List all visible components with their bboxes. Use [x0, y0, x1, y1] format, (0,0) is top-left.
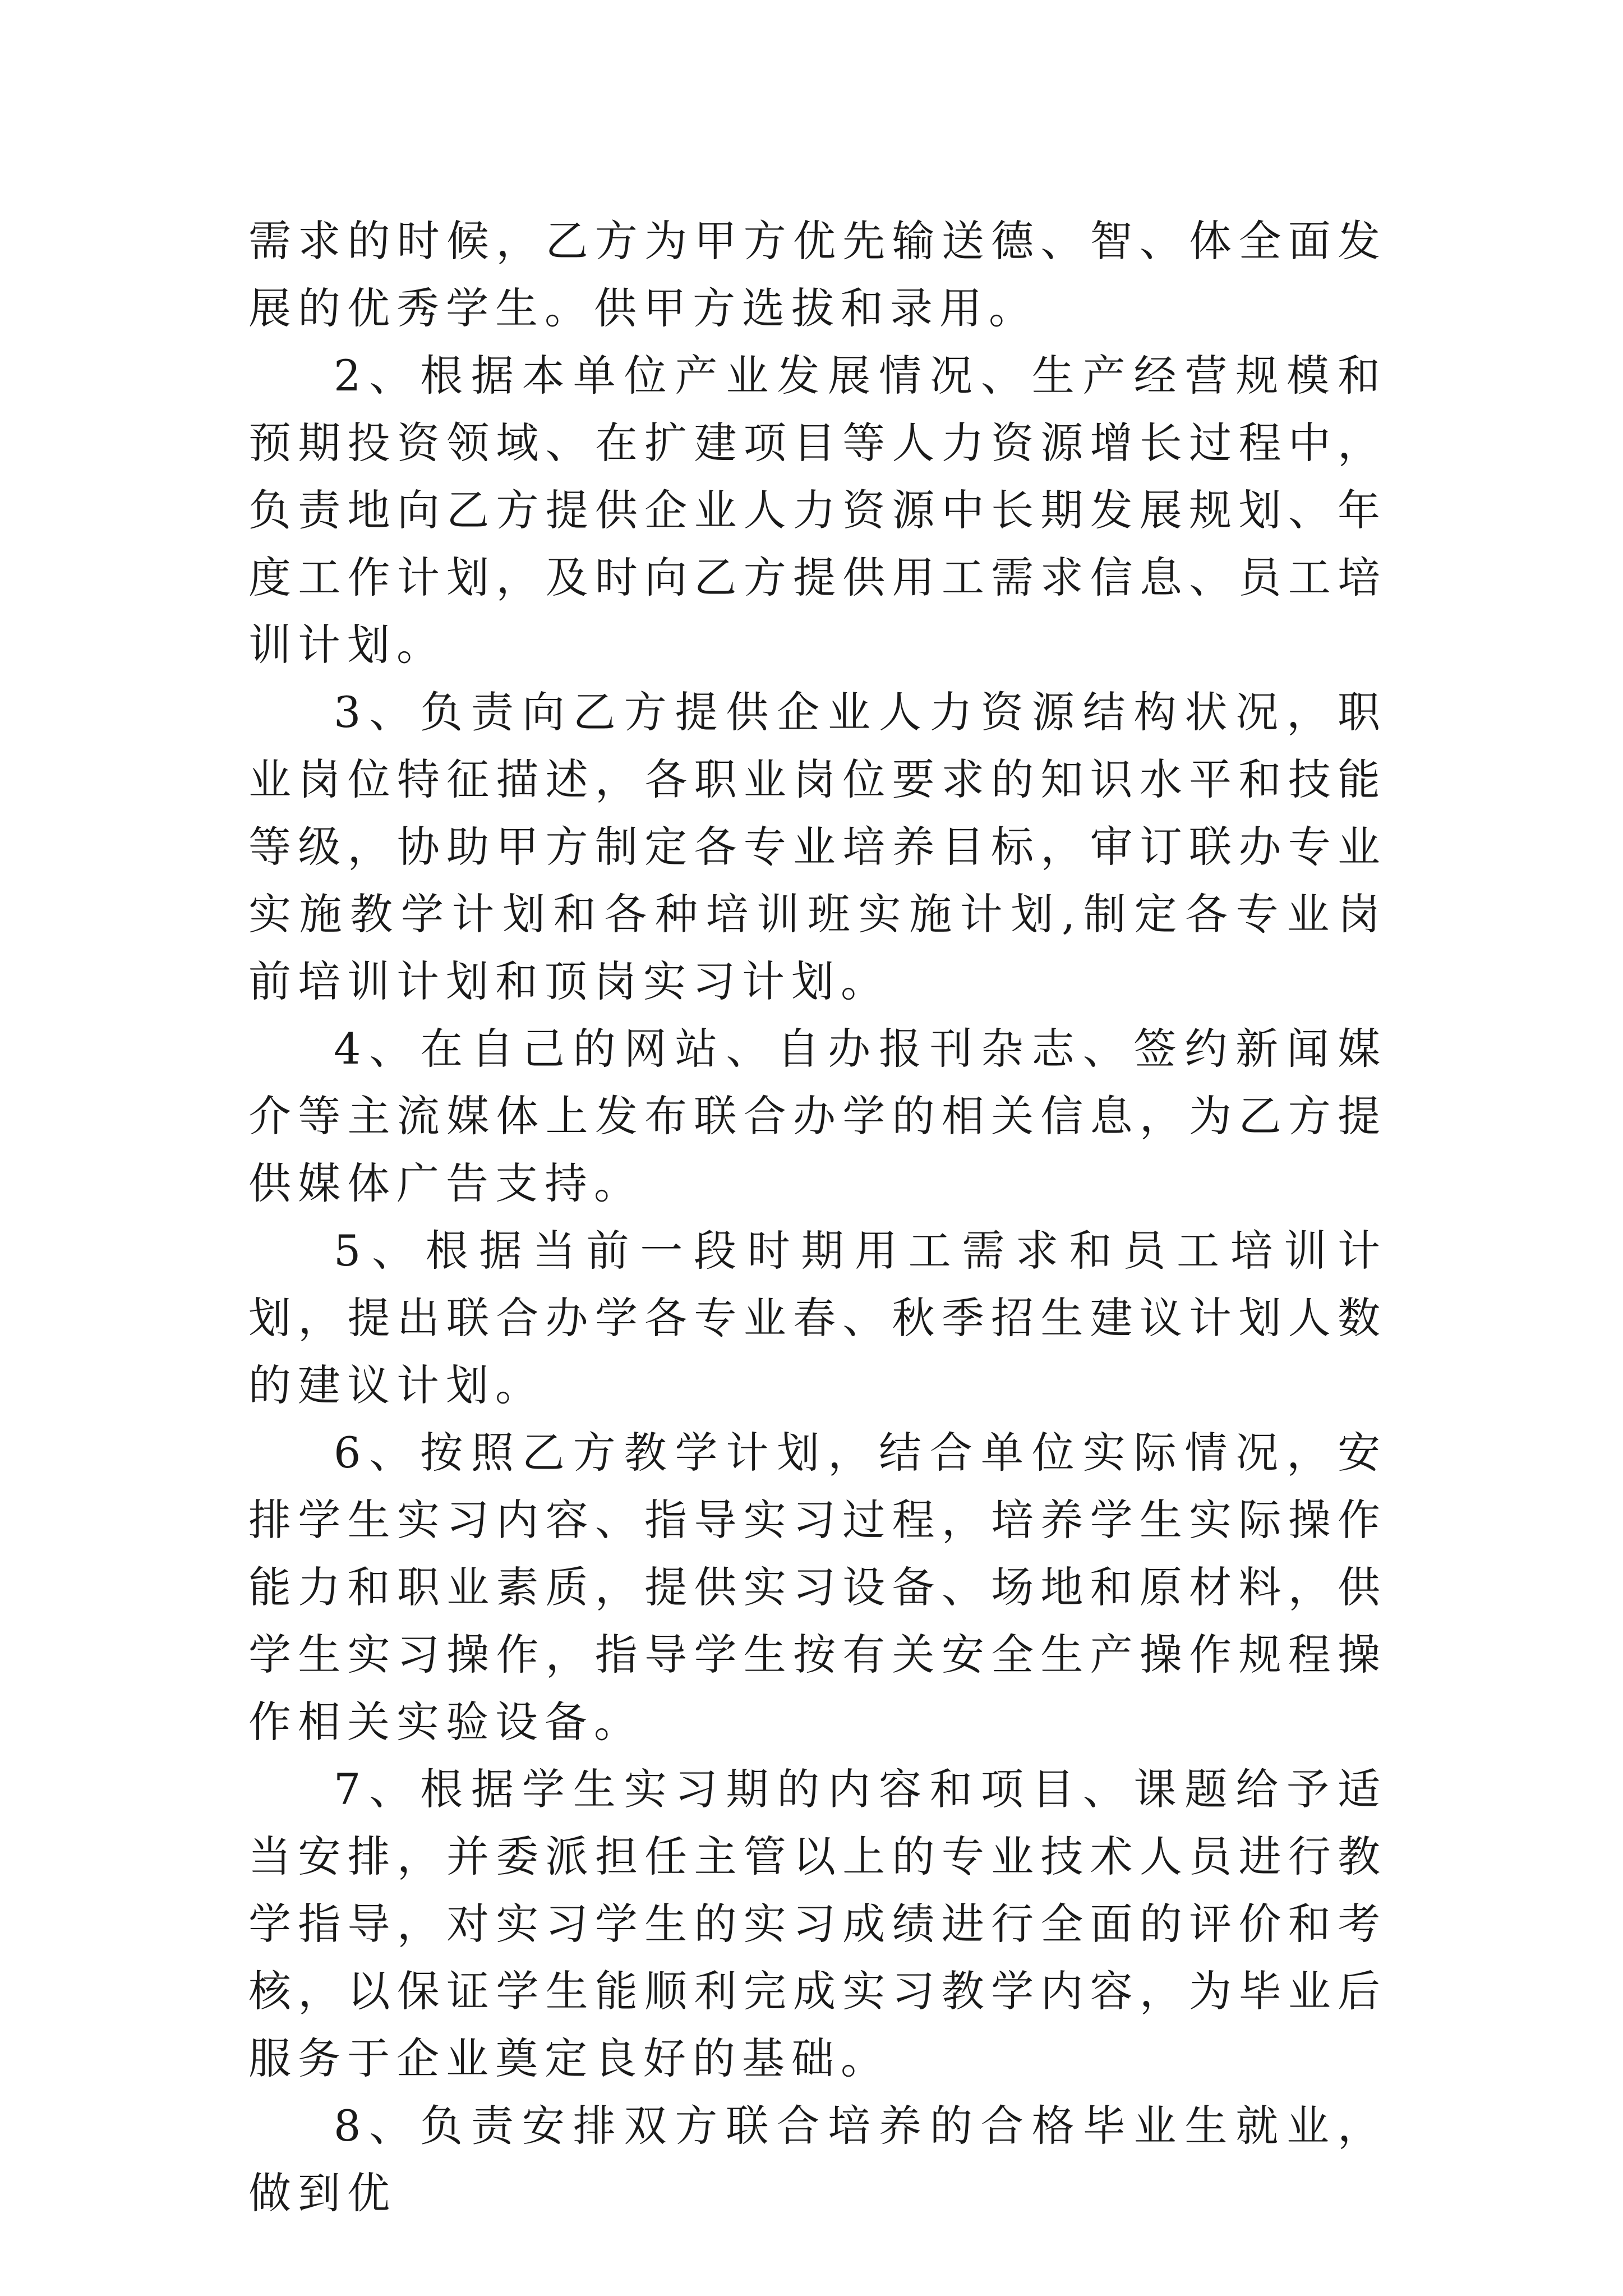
paragraph-item-8: 8、负责安排双方联合培养的合格毕业生就业，做到优	[248, 2101, 1387, 2218]
body-text	[248, 208, 1387, 2227]
paragraph-item-3: 3、负责向乙方提供企业人力资源结构状况，职业岗位特征描述，各职业岗位要求的知识水平和技能等级，协助甲方制定各专业培养目标，审订联办专业实施教学计划和各种培训班实施计划,制定各专业岗前培训计划和顶岗实习计划。	[248, 687, 1387, 1006]
paragraph-item-7: 7、根据学生实习期的内容和项目、课题给予适当安排，并委派担任主管以上的专业技术人员进行教学指导，对实习学生的实习成绩进行全面的评价和考核，以保证学生能顺利完成实习教学内容，为毕业后服务于企业奠定良好的基础。	[248, 1764, 1387, 2083]
paragraph-item-4: 4、在自己的网站、自办报刊杂志、签约新闻媒介等主流媒体上发布联合办学的相关信息，为乙方提供媒体广告支持。	[248, 1024, 1387, 1208]
paragraph-continuation: 需求的时候，乙方为甲方优先输送德、智、体全面发展的优秀学生。供甲方选拔和录用。	[248, 216, 1387, 333]
paragraph-item-2: 2、根据本单位产业发展情况、生产经营规模和预期投资领域、在扩建项目等人力资源增长过程中，负责地向乙方提供企业人力资源中长期发展规划、年度工作计划，及时向乙方提供用工需求信息、员工培训计划。	[248, 351, 1387, 670]
paragraph-item-5: 5、根据当前一段时期用工需求和员工培训计划，提出联合办学各专业春、秋季招生建议计划人数的建议计划。	[248, 1226, 1387, 1410]
paragraph-item-6: 6、按照乙方教学计划，结合单位实际情况，安排学生实习内容、指导实习过程，培养学生实际操作能力和职业素质，提供实习设备、场地和原材料，供学生实习操作，指导学生按有关安全生产操作规程操作相关实验设备。	[248, 1428, 1387, 1747]
